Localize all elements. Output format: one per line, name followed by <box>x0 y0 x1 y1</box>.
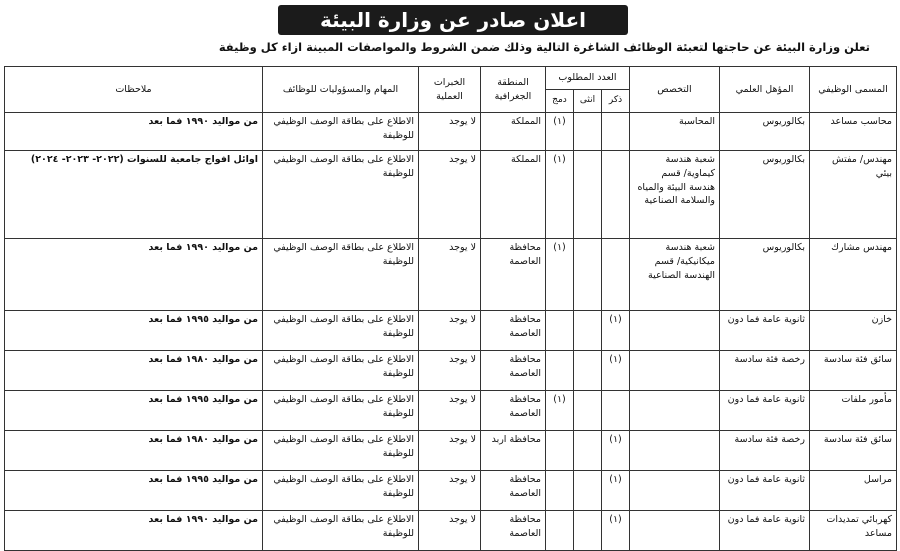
table-row <box>5 471 897 511</box>
cell-disabled <box>546 431 574 471</box>
cell-duties: الاطلاع على بطاقة الوصف الوظيفي للوظيفة <box>263 351 419 391</box>
cell-job-title: سائق فئة سادسة <box>810 351 897 391</box>
header-experience: الخبرات العملية <box>419 67 481 113</box>
cell-specialization <box>630 431 720 471</box>
cell-qualification: رخصة فئة سادسة <box>720 351 810 391</box>
cell-male <box>602 151 630 239</box>
cell-job-title: محاسب مساعد <box>810 113 897 151</box>
cell-qualification: ثانوية عامة فما دون <box>720 311 810 351</box>
cell-disabled: (١) <box>546 239 574 311</box>
cell-qualification: بكالوريوس <box>720 151 810 239</box>
cell-qualification: ثانوية عامة فما دون <box>720 511 810 551</box>
cell-region: محافظة العاصمة <box>481 511 546 551</box>
cell-male: (١) <box>602 431 630 471</box>
cell-disabled: (١) <box>546 151 574 239</box>
cell-experience: لا يوجد <box>419 151 481 239</box>
table-row <box>5 151 897 239</box>
cell-notes: من مواليد ١٩٨٠ فما بعد <box>5 351 263 391</box>
cell-region: محافظة العاصمة <box>481 471 546 511</box>
announcement-intro: تعلن وزارة البيئة عن حاجتها لتعبئة الوظائف الشاغرة التالية وذلك ضمن الشروط والمواصفات المبينة ازاء كل وظيفة <box>218 40 870 54</box>
cell-job-title: مأمور ملفات <box>810 391 897 431</box>
cell-disabled <box>546 311 574 351</box>
cell-experience: لا يوجد <box>419 511 481 551</box>
cell-notes: من مواليد ١٩٩٥ فما بعد <box>5 391 263 431</box>
table-row <box>5 431 897 471</box>
cell-specialization <box>630 311 720 351</box>
cell-male <box>602 391 630 431</box>
header-qualification: المؤهل العلمي <box>720 67 810 113</box>
cell-female <box>574 113 602 151</box>
cell-female <box>574 311 602 351</box>
cell-specialization: شعبة هندسة كيماوية/ قسم هندسة البيئة والمياه والسلامة الصناعية <box>630 151 720 239</box>
cell-notes: من مواليد ١٩٩٠ فما بعد <box>5 511 263 551</box>
cell-qualification: رخصة فئة سادسة <box>720 431 810 471</box>
cell-duties: الاطلاع على بطاقة الوصف الوظيفي للوظيفة <box>263 471 419 511</box>
header-specialization: التخصص <box>630 67 720 113</box>
cell-male: (١) <box>602 471 630 511</box>
cell-disabled: (١) <box>546 391 574 431</box>
cell-experience: لا يوجد <box>419 351 481 391</box>
announcement-title: اعلان صادر عن وزارة البيئة <box>278 5 628 35</box>
cell-female <box>574 431 602 471</box>
header-duties: المهام والمسؤوليات للوظائف <box>263 67 419 113</box>
cell-duties: الاطلاع على بطاقة الوصف الوظيفي للوظيفة <box>263 113 419 151</box>
cell-region: محافظة العاصمة <box>481 391 546 431</box>
cell-qualification: ثانوية عامة فما دون <box>720 391 810 431</box>
table-row <box>5 113 897 151</box>
cell-notes: من مواليد ١٩٩٥ فما بعد <box>5 471 263 511</box>
table-row <box>5 239 897 311</box>
cell-duties: الاطلاع على بطاقة الوصف الوظيفي للوظيفة <box>263 391 419 431</box>
header-disabled: دمج <box>546 90 574 113</box>
cell-female <box>574 511 602 551</box>
cell-female <box>574 471 602 511</box>
cell-male: (١) <box>602 511 630 551</box>
header-female: انثى <box>574 90 602 113</box>
cell-job-title: مراسل <box>810 471 897 511</box>
cell-job-title: مهندس/ مفتش بيئي <box>810 151 897 239</box>
cell-job-title: خازن <box>810 311 897 351</box>
cell-male: (١) <box>602 311 630 351</box>
cell-specialization <box>630 351 720 391</box>
cell-specialization: شعبة هندسة ميكانيكية/ قسم الهندسة الصناعية <box>630 239 720 311</box>
cell-duties: الاطلاع على بطاقة الوصف الوظيفي للوظيفة <box>263 151 419 239</box>
cell-notes: من مواليد ١٩٩٥ فما بعد <box>5 311 263 351</box>
table-row <box>5 311 897 351</box>
cell-region: محافظة اربد <box>481 431 546 471</box>
cell-male: (١) <box>602 351 630 391</box>
table-row <box>5 511 897 551</box>
header-notes: ملاحظات <box>5 67 263 113</box>
cell-notes: من مواليد ١٩٨٠ فما بعد <box>5 431 263 471</box>
cell-region: المملكة <box>481 151 546 239</box>
cell-specialization: المحاسبة <box>630 113 720 151</box>
cell-male <box>602 239 630 311</box>
cell-qualification: بكالوريوس <box>720 113 810 151</box>
cell-job-title: كهربائي تمديدات مساعد <box>810 511 897 551</box>
cell-female <box>574 151 602 239</box>
cell-duties: الاطلاع على بطاقة الوصف الوظيفي للوظيفة <box>263 239 419 311</box>
cell-experience: لا يوجد <box>419 311 481 351</box>
cell-disabled <box>546 471 574 511</box>
cell-notes: من مواليد ١٩٩٠ فما بعد <box>5 113 263 151</box>
cell-job-title: سائق فئة سادسة <box>810 431 897 471</box>
cell-duties: الاطلاع على بطاقة الوصف الوظيفي للوظيفة <box>263 311 419 351</box>
cell-experience: لا يوجد <box>419 391 481 431</box>
cell-qualification: ثانوية عامة فما دون <box>720 471 810 511</box>
cell-disabled <box>546 351 574 391</box>
cell-female <box>574 351 602 391</box>
cell-male <box>602 113 630 151</box>
table-row <box>5 351 897 391</box>
cell-female <box>574 391 602 431</box>
cell-qualification: بكالوريوس <box>720 239 810 311</box>
cell-job-title: مهندس مشارك <box>810 239 897 311</box>
cell-notes: اوائل افواج جامعية للسنوات (٢٠٢٢- ٢٠٢٣- ٢٠٢٤) <box>5 151 263 239</box>
cell-duties: الاطلاع على بطاقة الوصف الوظيفي للوظيفة <box>263 511 419 551</box>
jobs-table <box>4 66 897 551</box>
cell-specialization <box>630 471 720 511</box>
header-male: ذكر <box>602 90 630 113</box>
cell-experience: لا يوجد <box>419 113 481 151</box>
cell-experience: لا يوجد <box>419 471 481 511</box>
jobs-table-body <box>5 113 897 551</box>
cell-region: المملكة <box>481 113 546 151</box>
header-count-required: العدد المطلوب <box>546 67 630 90</box>
cell-region: محافظة العاصمة <box>481 311 546 351</box>
cell-region: محافظة العاصمة <box>481 351 546 391</box>
table-row <box>5 391 897 431</box>
cell-duties: الاطلاع على بطاقة الوصف الوظيفي للوظيفة <box>263 431 419 471</box>
cell-region: محافظة العاصمة <box>481 239 546 311</box>
header-job-title: المسمى الوظيفي <box>810 67 897 113</box>
cell-female <box>574 239 602 311</box>
header-region: المنطقة الجغرافية <box>481 67 546 113</box>
cell-disabled: (١) <box>546 113 574 151</box>
cell-notes: من مواليد ١٩٩٠ فما بعد <box>5 239 263 311</box>
cell-experience: لا يوجد <box>419 239 481 311</box>
cell-specialization <box>630 391 720 431</box>
cell-specialization <box>630 511 720 551</box>
cell-experience: لا يوجد <box>419 431 481 471</box>
cell-disabled <box>546 511 574 551</box>
